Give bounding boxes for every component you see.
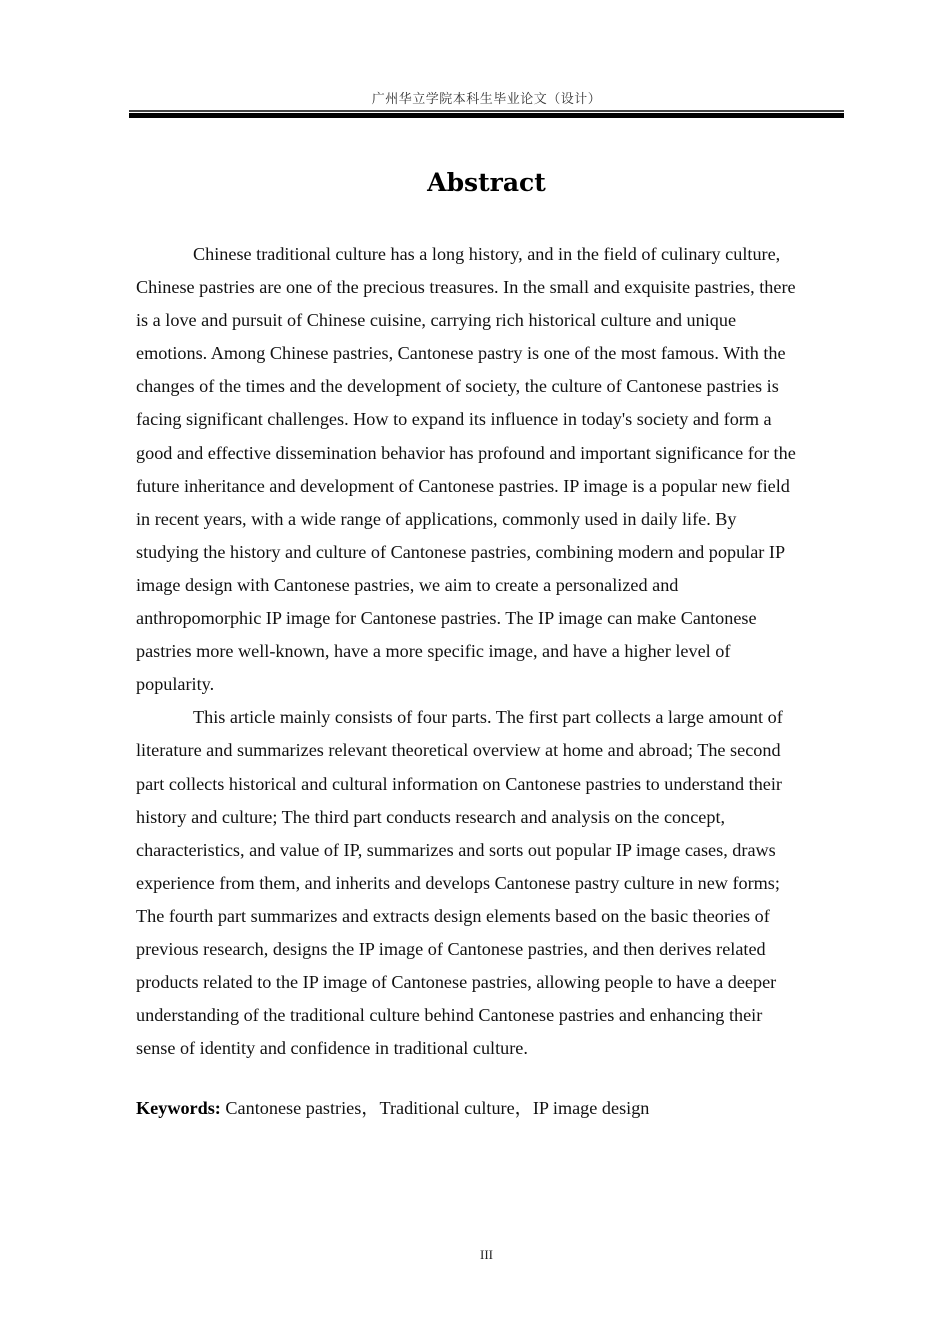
text-line: anthropomorphic IP image for Cantonese pastries. The IP image can make Cantonese <box>136 608 757 629</box>
paragraph-1 <box>136 240 836 703</box>
keywords-label: Keywords: <box>136 1098 221 1118</box>
text-line: products related to the IP image of Cantonese pastries, allowing people to have a deeper <box>136 972 777 993</box>
text-line: part collects historical and cultural information on Cantonese pastries to understand their <box>136 773 782 794</box>
text-line: future inheritance and development of Cantonese pastries. IP image is a popular new field <box>136 475 790 496</box>
page-title: Abstract <box>427 168 546 197</box>
page-number: III <box>480 1247 493 1262</box>
text-line: popularity. <box>136 674 215 695</box>
text-line: characteristics, and value of IP, summarizes and sorts out popular IP image cases, draws <box>136 839 776 860</box>
keywords-line <box>136 1094 649 1120</box>
text-line: changes of the times and the development of society, the culture of Cantonese pastries is <box>136 376 779 397</box>
text-line: pastries more well-known, have a more specific image, and have a higher level of <box>136 641 731 662</box>
text-line: sense of identity and confidence in traditional culture. <box>136 1038 528 1059</box>
paragraph-2 <box>136 703 836 1067</box>
text-line: is a love and pursuit of Chinese cuisine, carrying rich historical culture and unique <box>136 310 737 331</box>
text-line: The fourth part summarizes and extracts design elements based on the basic theories of <box>136 905 770 926</box>
text-line: facing significant challenges. How to expand its influence in today's society and form a <box>136 409 772 430</box>
text-line: previous research, designs the IP image of Cantonese pastries, and then derives related <box>136 938 766 959</box>
text-line: understanding of the traditional culture behind Cantonese pastries and enhancing their <box>136 1005 763 1026</box>
text-line: Chinese pastries are one of the precious treasures. In the small and exquisite pastries, there <box>136 277 796 298</box>
text-line: history and culture; The third part conducts research and analysis on the concept, <box>136 806 726 827</box>
abstract-body <box>136 240 836 1067</box>
text-line: experience from them, and inherits and develops Cantonese pastry culture in new forms; <box>136 872 780 893</box>
text-line: in recent years, with a wide range of applications, commonly used in daily life. By <box>136 508 737 529</box>
text-line: image design with Cantonese pastries, we aim to create a personalized and <box>136 574 679 595</box>
text-line: literature and summarizes relevant theoretical overview at home and abroad; The second <box>136 740 781 761</box>
running-header: 广州华立学院本科生毕业论文（设计） <box>371 92 602 107</box>
text-line: Chinese traditional culture has a long history, and in the field of culinary culture, <box>193 244 781 264</box>
text-line: good and effective dissemination behavior has profound and important significance for the <box>136 442 796 463</box>
header-rule-thin <box>129 110 844 112</box>
header-rule-thick <box>129 113 844 118</box>
text-line: emotions. Among Chinese pastries, Cantonese pastry is one of the most famous. With the <box>136 343 786 364</box>
text-line: This article mainly consists of four parts. The first part collects a large amount of <box>193 707 783 728</box>
keywords-value: Cantonese pastries，Traditional culture，IP image design <box>220 1098 650 1118</box>
text-line: studying the history and culture of Cantonese pastries, combining modern and popular IP <box>136 541 786 562</box>
